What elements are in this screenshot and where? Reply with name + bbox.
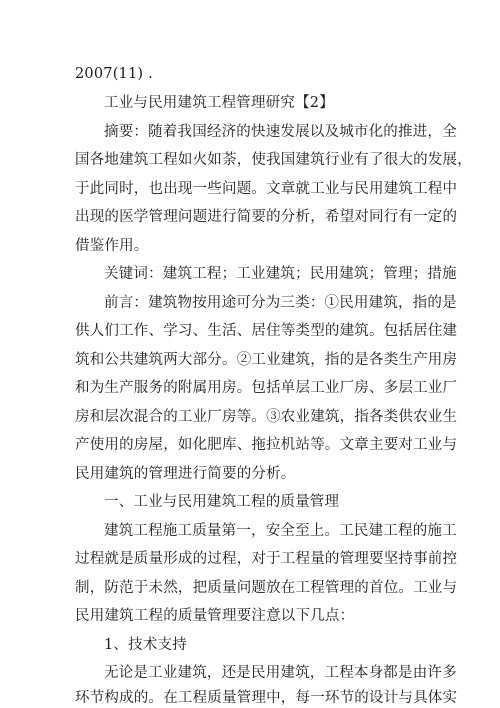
article-title: 工业与民用建筑工程管理研究【2】	[104, 95, 334, 111]
preface-line-1: 前言：建筑物按用途可分为三类：①民用建筑，指的是	[104, 295, 457, 311]
preface-line-2: 供人们工作、学习、生活、居住等类型的建筑。包括居住建	[75, 323, 458, 339]
preface-line-3: 筑和公共建筑两大部分。②工业建筑，指的是各类生产用房	[75, 352, 458, 368]
citation-line: 2007(11) .	[75, 66, 153, 82]
subsection-para-line-1: 无论是工业建筑，还是民用建筑，工程本身都是由许多	[104, 665, 457, 681]
section-para-line-4: 民用建筑工程的质量管理要注意以下几点：	[75, 608, 355, 624]
preface-line-6: 产使用的房屋，如化肥库、拖拉机站等。文章主要对工业与	[75, 437, 458, 453]
abstract-line-2: 国各地建筑工程如火如荼，使我国建筑行业有了很大的发展，	[75, 152, 472, 168]
keywords-line: 关键词：建筑工程；工业建筑；民用建筑；管理；措施	[104, 266, 457, 282]
section-heading-1: 一、工业与民用建筑工程的质量管理	[104, 494, 340, 510]
abstract-line-5: 借鉴作用。	[75, 238, 149, 254]
preface-line-5: 房和层次混合的工业厂房等。③农业建筑，指各类供农业生	[75, 409, 458, 425]
section-para-line-2: 过程就是质量形成的过程，对于工程量的管理要坚持事前控	[75, 551, 458, 567]
subsection-heading-1: 1、技术支持	[104, 637, 187, 653]
abstract-line-3: 于此同时，也出现一些问题。文章就工业与民用建筑工程中	[75, 181, 458, 197]
section-para-line-1: 建筑工程施工质量第一，安全至上。工民建工程的施工	[104, 523, 457, 539]
section-para-line-3: 制，防范于未然，把质量问题放在工程管理的首位。工业与	[75, 580, 458, 596]
preface-line-4: 和为生产服务的附属用房。包括单层工业厂房、多层工业厂	[75, 380, 458, 396]
abstract-line-1: 摘要：随着我国经济的快速发展以及城市化的推进，全	[104, 124, 457, 140]
subsection-para-line-2: 环节构成的。在工程质量管理中，每一环节的设计与具体实	[75, 690, 458, 706]
abstract-line-4: 出现的医学管理问题进行简要的分析，希望对同行有一定的	[75, 209, 458, 225]
preface-line-7: 民用建筑的管理进行简要的分析。	[75, 466, 296, 482]
